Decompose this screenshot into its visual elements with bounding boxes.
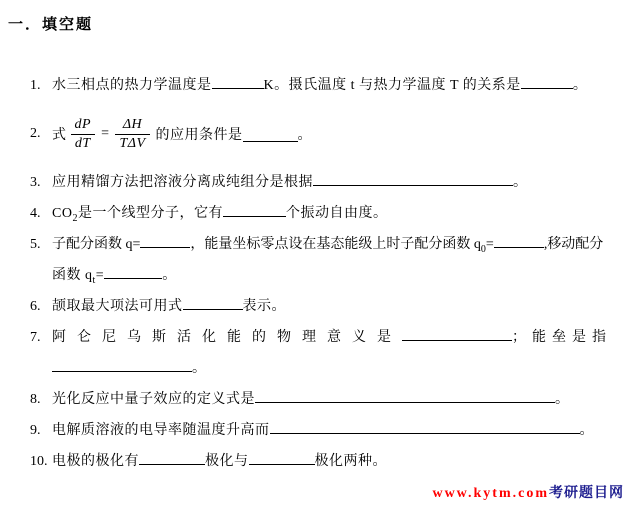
question-text: 水三相点的热力学温度是	[52, 78, 212, 93]
question-3	[30, 167, 627, 198]
question-text: 是一个线型分子，它有	[77, 206, 223, 221]
question-text: ，能量坐标零点设在基态能级上时子配分函数 q	[190, 237, 481, 252]
exam-page	[0, 13, 627, 501]
fraction-denominator: dT	[74, 135, 91, 151]
watermark	[432, 482, 624, 502]
question-9	[30, 415, 627, 446]
blank-field	[243, 126, 298, 142]
blank-field	[212, 73, 264, 89]
question-number: 7.	[30, 330, 41, 345]
question-text: 。	[192, 361, 207, 376]
question-text: 。	[572, 78, 588, 93]
question-number: 9.	[30, 423, 41, 438]
watermark-url[interactable]: www.kytm.com	[432, 486, 549, 501]
question-text: =	[95, 268, 105, 283]
subscript: t	[92, 274, 96, 286]
fraction-numerator: dP	[71, 117, 96, 135]
blank-field	[223, 201, 286, 217]
question-text: 的应用条件是	[155, 128, 243, 143]
question-1	[30, 70, 627, 101]
question-text: 式	[52, 128, 67, 143]
subscript: 2	[72, 212, 78, 224]
question-8	[30, 384, 627, 415]
question-text: 表示。	[242, 299, 286, 314]
blank-field	[52, 356, 192, 372]
question-text: 颉取最大项法可用式	[52, 299, 183, 314]
question-text: K。摄氏温度 t 与热力学温度 T 的关系是	[263, 78, 521, 93]
question-text: =	[485, 237, 494, 252]
question-number: 5.	[30, 237, 41, 252]
question-text: 电极的极化有	[52, 454, 139, 469]
question-number: 10.	[30, 454, 48, 469]
question-text: 应用精馏方法把溶液分离成纯组分是根据	[52, 175, 313, 190]
subscript: 0	[480, 243, 486, 255]
question-text: 。	[579, 423, 594, 438]
watermark-site-name: 考研题目网	[549, 486, 624, 501]
question-text: CO	[52, 206, 73, 221]
question-number: 3.	[30, 175, 41, 190]
blank-field	[104, 263, 162, 279]
question-text: 极化两种。	[314, 454, 387, 469]
fraction-dp-dt	[71, 117, 96, 152]
blank-field	[313, 170, 513, 186]
blank-field	[402, 325, 512, 341]
question-4	[30, 198, 627, 229]
question-text: ；能垒是指	[512, 330, 612, 345]
question-7-line1	[30, 322, 627, 353]
question-6	[30, 291, 627, 322]
blank-field	[255, 387, 555, 403]
blank-field	[140, 232, 190, 248]
section-title: 一．填空题	[8, 17, 94, 33]
equals-sign: =	[101, 126, 110, 141]
question-text: 极化与	[205, 454, 249, 469]
question-text: 。	[513, 175, 528, 190]
question-text: 电解质溶液的电导率随温度升高而	[52, 423, 270, 438]
question-number: 8.	[30, 392, 41, 407]
question-text: 。	[162, 268, 177, 283]
question-text: ,移动配分	[543, 237, 604, 252]
question-text: 个振动自由度。	[285, 206, 388, 221]
question-text: 阿仑尼乌斯活化能的物理意义是	[52, 330, 402, 345]
blank-field	[270, 418, 580, 434]
question-number: 2.	[30, 126, 41, 141]
question-number: 1.	[30, 78, 41, 93]
question-number: 6.	[30, 299, 41, 314]
fraction-dh-tdv	[115, 117, 149, 152]
fraction-numerator: ΔH	[115, 117, 149, 135]
blank-field	[183, 294, 243, 310]
question-list	[0, 70, 627, 477]
clausius-clapeyron-formula	[71, 117, 150, 152]
question-text: 。	[555, 392, 570, 407]
question-10	[30, 446, 627, 477]
question-5-line2	[30, 260, 627, 291]
question-text: 子配分函数 q=	[52, 237, 141, 252]
blank-field	[139, 449, 205, 465]
question-2	[30, 101, 627, 167]
blank-field	[494, 232, 544, 248]
question-7-line2	[30, 353, 627, 384]
fraction-denominator: TΔV	[119, 135, 146, 151]
question-5-line1	[30, 229, 627, 260]
question-number: 4.	[30, 206, 41, 221]
question-text: 函数 q	[52, 268, 93, 283]
blank-field	[249, 449, 315, 465]
blank-field	[521, 73, 573, 89]
question-text: 光化反应中量子效应的定义式是	[52, 392, 255, 407]
question-text: 。	[297, 128, 313, 143]
